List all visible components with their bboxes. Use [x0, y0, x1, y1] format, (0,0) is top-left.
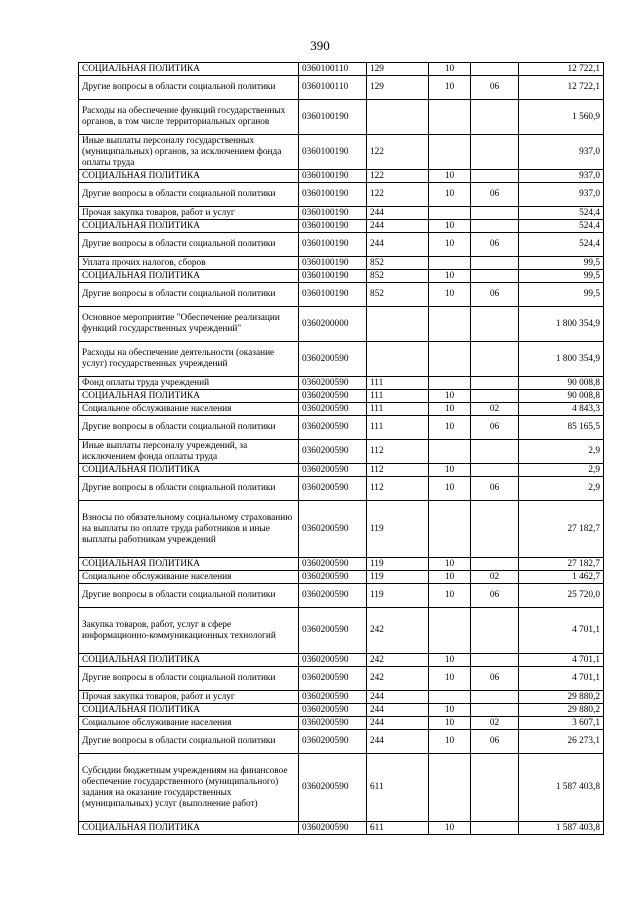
- section-code: 10: [429, 704, 471, 717]
- target-article-code: 0360100110: [299, 76, 367, 100]
- expense-type-code: 112: [367, 477, 429, 501]
- table-row: [79, 608, 604, 654]
- section-code: 10: [429, 571, 471, 584]
- row-name: Иные выплаты персоналу государственных (муниципальных) органов, за исключением фонда оплаты труда: [79, 135, 299, 170]
- section-code: 10: [429, 717, 471, 730]
- amount: 99,5: [519, 270, 604, 283]
- table-row: [79, 207, 604, 220]
- expense-type-code: 611: [367, 822, 429, 835]
- amount: 12 722,1: [519, 76, 604, 100]
- expense-type-code: 244: [367, 730, 429, 754]
- subsection-code: 06: [471, 667, 519, 691]
- expense-type-code: 244: [367, 704, 429, 717]
- section-code: 10: [429, 416, 471, 440]
- table-row: [79, 691, 604, 704]
- section-code: 10: [429, 477, 471, 501]
- amount: 937,0: [519, 170, 604, 183]
- amount: 524,4: [519, 233, 604, 257]
- target-article-code: 0360200590: [299, 403, 367, 416]
- row-name: Основное мероприятие "Обеспечение реализации функций государственных учреждений": [79, 307, 299, 342]
- section-code: [429, 440, 471, 464]
- amount: 4 701,1: [519, 608, 604, 654]
- section-code: 10: [429, 584, 471, 608]
- expense-type-code: 244: [367, 207, 429, 220]
- section-code: 10: [429, 558, 471, 571]
- table-row: [79, 440, 604, 464]
- section-code: 10: [429, 220, 471, 233]
- target-article-code: 0360200590: [299, 730, 367, 754]
- section-code: 10: [429, 283, 471, 307]
- row-name: СОЦИАЛЬНАЯ ПОЛИТИКА: [79, 654, 299, 667]
- subsection-code: [471, 257, 519, 270]
- table-row: [79, 63, 604, 76]
- amount: 524,4: [519, 220, 604, 233]
- subsection-code: [471, 704, 519, 717]
- amount: 2,9: [519, 440, 604, 464]
- amount: 25 720,0: [519, 584, 604, 608]
- row-name: Фонд оплаты труда учреждений: [79, 377, 299, 390]
- subsection-code: [471, 608, 519, 654]
- table-row: [79, 257, 604, 270]
- table-row: [79, 307, 604, 342]
- table-row: [79, 558, 604, 571]
- table-row: [79, 170, 604, 183]
- expense-type-code: 111: [367, 390, 429, 403]
- subsection-code: [471, 63, 519, 76]
- section-code: [429, 501, 471, 558]
- table-row: [79, 233, 604, 257]
- section-code: [429, 100, 471, 135]
- expense-type-code: 244: [367, 717, 429, 730]
- subsection-code: [471, 822, 519, 835]
- expense-type-code: 242: [367, 667, 429, 691]
- expense-type-code: 119: [367, 558, 429, 571]
- row-name: СОЦИАЛЬНАЯ ПОЛИТИКА: [79, 170, 299, 183]
- row-name: Другие вопросы в области социальной политики: [79, 730, 299, 754]
- subsection-code: [471, 691, 519, 704]
- subsection-code: [471, 170, 519, 183]
- table-row: [79, 416, 604, 440]
- expense-type-code: 112: [367, 440, 429, 464]
- row-name: СОЦИАЛЬНАЯ ПОЛИТИКА: [79, 558, 299, 571]
- target-article-code: 0360200590: [299, 667, 367, 691]
- row-name: Взносы по обязательному социальному страхованию на выплаты по оплате труда работников и иные выплаты работникам учреждений: [79, 501, 299, 558]
- subsection-code: 06: [471, 183, 519, 207]
- row-name: Расходы на обеспечение деятельности (оказание услуг) государственных учреждений: [79, 342, 299, 377]
- expense-type-code: 112: [367, 464, 429, 477]
- page-number: 390: [310, 38, 330, 53]
- target-article-code: 0360100190: [299, 220, 367, 233]
- amount: 90 008,8: [519, 377, 604, 390]
- table-row: [79, 220, 604, 233]
- subsection-code: [471, 558, 519, 571]
- row-name: Иные выплаты персоналу учреждений, за исключением фонда оплаты труда: [79, 440, 299, 464]
- amount: 99,5: [519, 257, 604, 270]
- table-row: [79, 377, 604, 390]
- row-name: Другие вопросы в области социальной политики: [79, 283, 299, 307]
- section-code: 10: [429, 464, 471, 477]
- target-article-code: 0360200000: [299, 307, 367, 342]
- expense-type-code: 852: [367, 270, 429, 283]
- expense-type-code: [367, 307, 429, 342]
- row-name: Другие вопросы в области социальной политики: [79, 667, 299, 691]
- amount: 90 008,8: [519, 390, 604, 403]
- amount: 29 880,2: [519, 691, 604, 704]
- subsection-code: 06: [471, 283, 519, 307]
- expense-type-code: 111: [367, 377, 429, 390]
- amount: 524,4: [519, 207, 604, 220]
- row-name: СОЦИАЛЬНАЯ ПОЛИТИКА: [79, 390, 299, 403]
- expense-type-code: 244: [367, 220, 429, 233]
- expense-type-code: 852: [367, 283, 429, 307]
- target-article-code: 0360200590: [299, 571, 367, 584]
- row-name: Другие вопросы в области социальной политики: [79, 584, 299, 608]
- table-row: [79, 403, 604, 416]
- amount: 1 587 403,8: [519, 754, 604, 822]
- amount: 29 880,2: [519, 704, 604, 717]
- amount: 1 587 403,8: [519, 822, 604, 835]
- section-code: [429, 257, 471, 270]
- target-article-code: 0360200590: [299, 464, 367, 477]
- row-name: СОЦИАЛЬНАЯ ПОЛИТИКА: [79, 270, 299, 283]
- table-row: [79, 754, 604, 822]
- section-code: 10: [429, 63, 471, 76]
- row-name: Прочая закупка товаров, работ и услуг: [79, 207, 299, 220]
- row-name: Прочая закупка товаров, работ и услуг: [79, 691, 299, 704]
- subsection-code: 06: [471, 730, 519, 754]
- expense-type-code: 242: [367, 654, 429, 667]
- expense-type-code: 119: [367, 584, 429, 608]
- section-code: 10: [429, 667, 471, 691]
- target-article-code: 0360100190: [299, 283, 367, 307]
- subsection-code: [471, 207, 519, 220]
- amount: 937,0: [519, 183, 604, 207]
- subsection-code: [471, 135, 519, 170]
- subsection-code: [471, 390, 519, 403]
- target-article-code: 0360200590: [299, 377, 367, 390]
- subsection-code: [471, 342, 519, 377]
- amount: 4 843,3: [519, 403, 604, 416]
- amount: 26 273,1: [519, 730, 604, 754]
- expense-type-code: 852: [367, 257, 429, 270]
- subsection-code: 06: [471, 76, 519, 100]
- expense-type-code: 244: [367, 691, 429, 704]
- table-row: [79, 100, 604, 135]
- target-article-code: 0360200590: [299, 654, 367, 667]
- subsection-code: 02: [471, 571, 519, 584]
- table-row: [79, 822, 604, 835]
- expense-type-code: 611: [367, 754, 429, 822]
- subsection-code: [471, 100, 519, 135]
- amount: 1 560,9: [519, 100, 604, 135]
- target-article-code: 0360200590: [299, 477, 367, 501]
- row-name: Социальное обслуживание населения: [79, 717, 299, 730]
- row-name: Другие вопросы в области социальной политики: [79, 416, 299, 440]
- subsection-code: [471, 220, 519, 233]
- table-row: [79, 704, 604, 717]
- section-code: [429, 307, 471, 342]
- row-name: Уплата прочих налогов, сборов: [79, 257, 299, 270]
- amount: 1 800 354,9: [519, 342, 604, 377]
- amount: 937,0: [519, 135, 604, 170]
- table-row: [79, 501, 604, 558]
- target-article-code: 0360200590: [299, 704, 367, 717]
- target-article-code: 0360200590: [299, 584, 367, 608]
- row-name: Расходы на обеспечение функций государственных органов, в том числе территориальных органов: [79, 100, 299, 135]
- target-article-code: 0360100190: [299, 183, 367, 207]
- table-row: [79, 270, 604, 283]
- section-code: [429, 207, 471, 220]
- section-code: [429, 135, 471, 170]
- row-name: СОЦИАЛЬНАЯ ПОЛИТИКА: [79, 704, 299, 717]
- subsection-code: [471, 654, 519, 667]
- subsection-code: 06: [471, 584, 519, 608]
- target-article-code: 0360100190: [299, 100, 367, 135]
- amount: 4 701,1: [519, 667, 604, 691]
- expense-type-code: [367, 100, 429, 135]
- table-row: [79, 135, 604, 170]
- table-row: [79, 283, 604, 307]
- section-code: 10: [429, 270, 471, 283]
- subsection-code: [471, 754, 519, 822]
- table-row: [79, 717, 604, 730]
- target-article-code: 0360200590: [299, 717, 367, 730]
- subsection-code: [471, 270, 519, 283]
- table-row: [79, 183, 604, 207]
- budget-table: [78, 62, 604, 835]
- section-code: 10: [429, 730, 471, 754]
- expense-type-code: 242: [367, 608, 429, 654]
- row-name: Другие вопросы в области социальной политики: [79, 233, 299, 257]
- target-article-code: 0360100190: [299, 257, 367, 270]
- target-article-code: 0360100190: [299, 207, 367, 220]
- subsection-code: 06: [471, 233, 519, 257]
- table-row: [79, 477, 604, 501]
- row-name: СОЦИАЛЬНАЯ ПОЛИТИКА: [79, 220, 299, 233]
- section-code: 10: [429, 822, 471, 835]
- subsection-code: [471, 501, 519, 558]
- section-code: [429, 754, 471, 822]
- expense-type-code: 129: [367, 63, 429, 76]
- target-article-code: 0360100190: [299, 270, 367, 283]
- row-name: СОЦИАЛЬНАЯ ПОЛИТИКА: [79, 63, 299, 76]
- target-article-code: 0360100110: [299, 63, 367, 76]
- row-name: Другие вопросы в области социальной политики: [79, 477, 299, 501]
- subsection-code: [471, 464, 519, 477]
- section-code: 10: [429, 654, 471, 667]
- target-article-code: 0360200590: [299, 342, 367, 377]
- target-article-code: 0360200590: [299, 501, 367, 558]
- section-code: 10: [429, 170, 471, 183]
- amount: 3 607,1: [519, 717, 604, 730]
- table-row: [79, 730, 604, 754]
- row-name: Социальное обслуживание населения: [79, 403, 299, 416]
- table-row: [79, 390, 604, 403]
- target-article-code: 0360100190: [299, 233, 367, 257]
- subsection-code: 06: [471, 416, 519, 440]
- expense-type-code: 122: [367, 183, 429, 207]
- section-code: [429, 342, 471, 377]
- table-row: [79, 464, 604, 477]
- amount: 1 462,7: [519, 571, 604, 584]
- section-code: 10: [429, 183, 471, 207]
- amount: 12 722,1: [519, 63, 604, 76]
- target-article-code: 0360200590: [299, 440, 367, 464]
- expense-type-code: 122: [367, 135, 429, 170]
- amount: 27 182,7: [519, 501, 604, 558]
- target-article-code: 0360200590: [299, 691, 367, 704]
- target-article-code: 0360200590: [299, 416, 367, 440]
- row-name: Социальное обслуживание населения: [79, 571, 299, 584]
- subsection-code: 06: [471, 477, 519, 501]
- amount: 1 800 354,9: [519, 307, 604, 342]
- table-row: [79, 571, 604, 584]
- table-row: [79, 654, 604, 667]
- target-article-code: 0360200590: [299, 558, 367, 571]
- section-code: [429, 377, 471, 390]
- section-code: [429, 608, 471, 654]
- expense-type-code: 119: [367, 571, 429, 584]
- subsection-code: 02: [471, 403, 519, 416]
- target-article-code: 0360200590: [299, 754, 367, 822]
- target-article-code: 0360200590: [299, 390, 367, 403]
- expense-type-code: 244: [367, 233, 429, 257]
- subsection-code: [471, 377, 519, 390]
- target-article-code: 0360100190: [299, 135, 367, 170]
- expense-type-code: 129: [367, 76, 429, 100]
- section-code: 10: [429, 390, 471, 403]
- row-name: Субсидии бюджетным учреждениям на финансовое обеспечение государственного (муниципального) задания на оказание государственных (муниципальных) услуг (выполнение работ): [79, 754, 299, 822]
- amount: 2,9: [519, 477, 604, 501]
- row-name: Другие вопросы в области социальной политики: [79, 183, 299, 207]
- table-row: [79, 584, 604, 608]
- section-code: [429, 691, 471, 704]
- target-article-code: 0360100190: [299, 170, 367, 183]
- row-name: Закупка товаров, работ, услуг в сфере информационно-коммуникационных технологий: [79, 608, 299, 654]
- target-article-code: 0360200590: [299, 608, 367, 654]
- expense-type-code: 111: [367, 416, 429, 440]
- expense-type-code: [367, 342, 429, 377]
- subsection-code: [471, 307, 519, 342]
- expense-type-code: 119: [367, 501, 429, 558]
- subsection-code: 02: [471, 717, 519, 730]
- subsection-code: [471, 440, 519, 464]
- table-row: [79, 342, 604, 377]
- expense-type-code: 111: [367, 403, 429, 416]
- amount: 99,5: [519, 283, 604, 307]
- row-name: СОЦИАЛЬНАЯ ПОЛИТИКА: [79, 464, 299, 477]
- table-row: [79, 76, 604, 100]
- section-code: 10: [429, 403, 471, 416]
- table-row: [79, 667, 604, 691]
- amount: 27 182,7: [519, 558, 604, 571]
- amount: 2,9: [519, 464, 604, 477]
- amount: 4 701,1: [519, 654, 604, 667]
- section-code: 10: [429, 76, 471, 100]
- row-name: Другие вопросы в области социальной политики: [79, 76, 299, 100]
- expense-type-code: 122: [367, 170, 429, 183]
- section-code: 10: [429, 233, 471, 257]
- target-article-code: 0360200590: [299, 822, 367, 835]
- row-name: СОЦИАЛЬНАЯ ПОЛИТИКА: [79, 822, 299, 835]
- amount: 85 165,5: [519, 416, 604, 440]
